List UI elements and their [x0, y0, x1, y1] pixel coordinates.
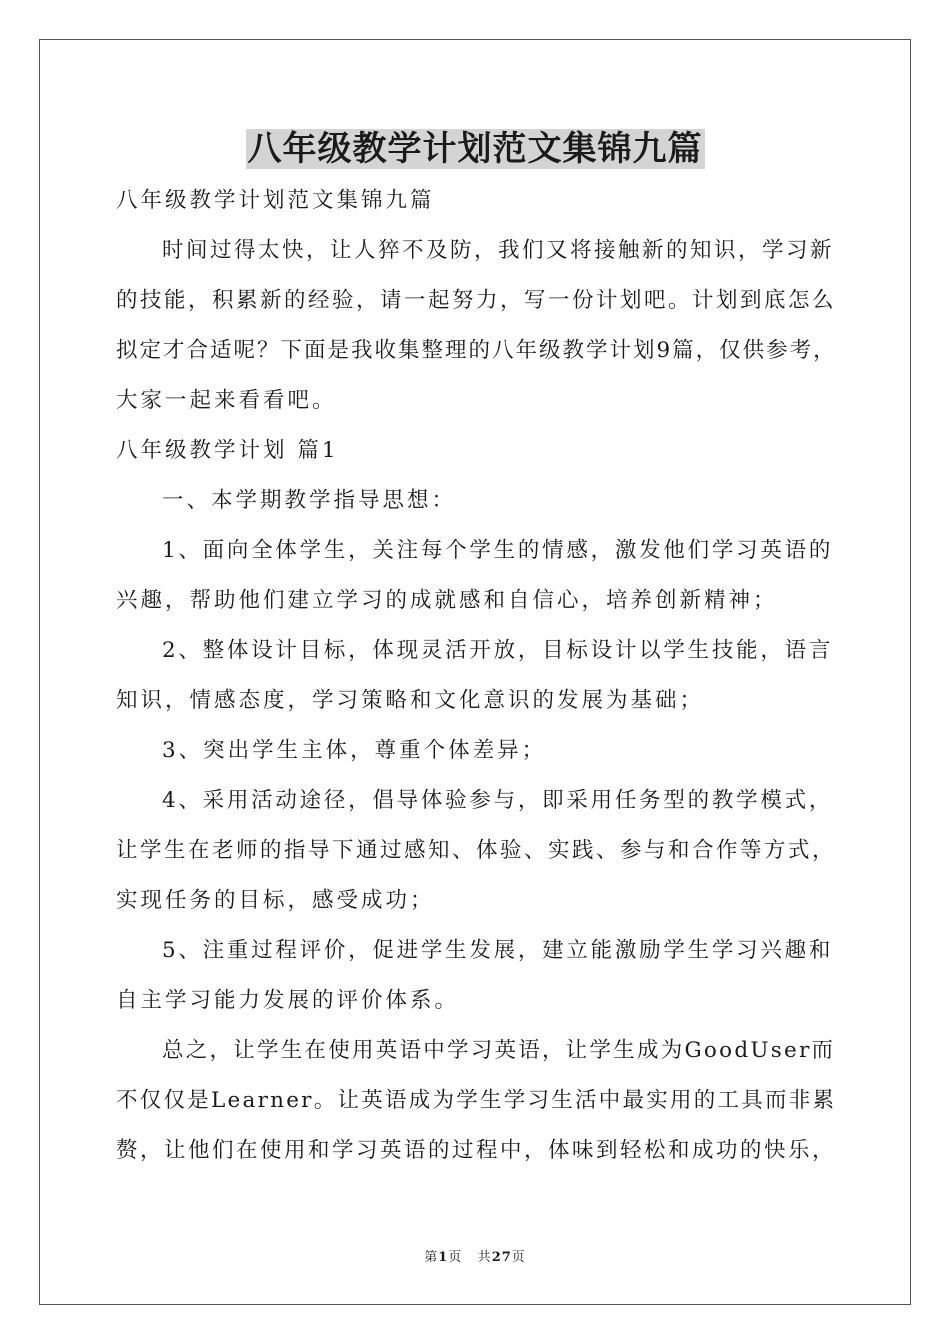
text-line: 八年级教学计划范文集锦九篇 [116, 188, 435, 213]
footer-page-suffix: 页 [448, 1250, 463, 1265]
footer-total-pages: 27 [491, 1250, 512, 1265]
text-line: 让学生在老师的指导下通过感知、体验、实践、参与和合作等方式， [116, 838, 837, 863]
text-line: 时间过得太快，让人猝不及防，我们又将接触新的知识，学习新 [162, 238, 835, 263]
text-line: 大家一起来看看吧。 [116, 388, 337, 413]
page-footer [0, 1246, 950, 1265]
text-line: 的技能，积累新的经验，请一起努力，写一份计划吧。计划到底怎么 [116, 288, 837, 313]
text-line: 兴趣，帮助他们建立学习的成就感和自信心，培养创新精神； [116, 588, 778, 613]
text-line: 不仅仅是Learner。让英语成为学生学习生活中最实用的工具而非累 [116, 1088, 837, 1113]
document-title [0, 128, 950, 170]
text-line: 1、面向全体学生，关注每个学生的情感，激发他们学习英语的 [162, 538, 834, 563]
footer-page-prefix: 第 [424, 1250, 439, 1265]
document-body [116, 176, 836, 1176]
text-line: 自主学习能力发展的评价体系。 [116, 988, 460, 1013]
text-line: 4、采用活动途径，倡导体验参与，即采用任务型的教学模式， [162, 788, 834, 813]
text-line: 拟定才合适呢？下面是我收集整理的八年级教学计划9篇，仅供参考， [116, 338, 837, 363]
text-line: 2、整体设计目标，体现灵活开放，目标设计以学生技能，语言 [162, 638, 834, 663]
text-line: 一、本学期教学指导思想： [162, 488, 457, 513]
text-line: 实现任务的目标，感受成功； [116, 888, 435, 913]
text-line: 3、突出学生主体，尊重个体差异； [162, 738, 547, 763]
footer-page-number: 1 [438, 1250, 449, 1265]
document-title-text: 八年级教学计划范文集锦九篇 [247, 129, 703, 169]
text-line: 知识，情感态度，学习策略和文化意识的发展为基础； [116, 688, 705, 713]
text-line: 总之，让学生在使用英语中学习英语，让学生成为GoodUser而 [162, 1038, 836, 1063]
text-line: 赘，让他们在使用和学习英语的过程中，体味到轻松和成功的快乐， [116, 1138, 837, 1163]
footer-total-prefix: 共 [477, 1250, 492, 1265]
text-line: 八年级教学计划 篇1 [116, 438, 339, 463]
text-line: 5、注重过程评价，促进学生发展，建立能激励学生学习兴趣和 [162, 938, 834, 963]
footer-total-suffix: 页 [511, 1250, 526, 1265]
